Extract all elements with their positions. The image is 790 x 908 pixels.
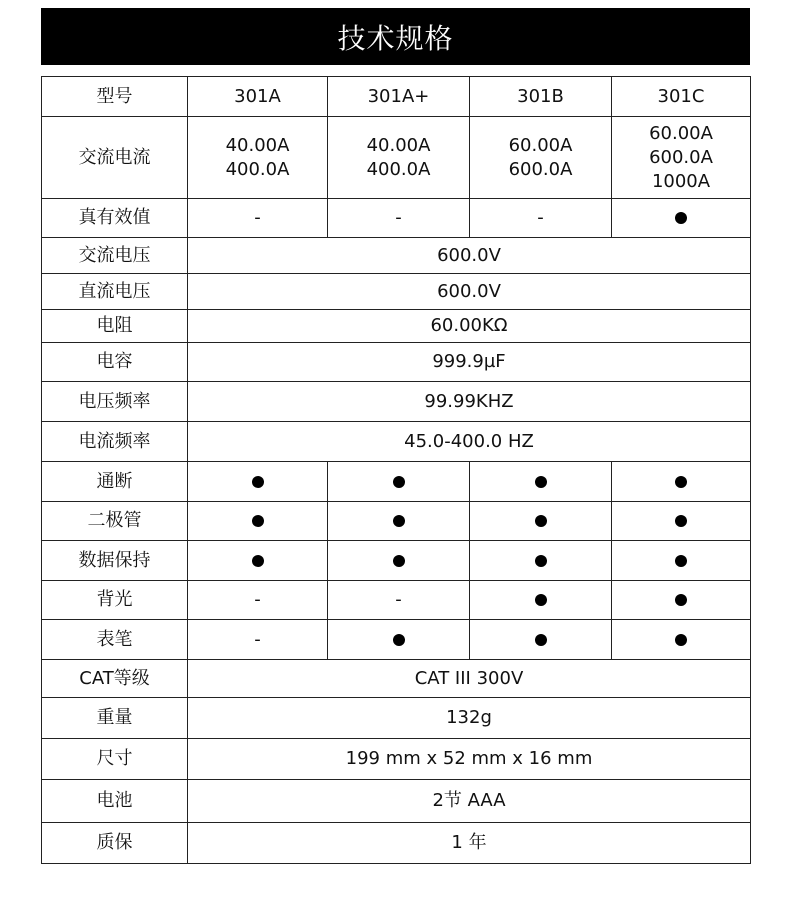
table-row: [42, 382, 751, 422]
row-label: 背光: [42, 581, 188, 620]
feature-cell: [328, 620, 470, 660]
value-cell: 199 mm x 52 mm x 16 mm: [188, 739, 751, 780]
feature-cell: [470, 581, 612, 620]
row-label: 电流频率: [42, 422, 188, 462]
row-label: 交流电流: [42, 117, 188, 199]
feature-cell: [328, 541, 470, 581]
model-header: 301A: [188, 77, 328, 117]
supported-dot-icon: [252, 515, 264, 527]
value-cell: [470, 117, 612, 199]
supported-dot-icon: [675, 212, 687, 224]
row-label: 电容: [42, 343, 188, 382]
value-cell: CAT III 300V: [188, 660, 751, 698]
table-row: [42, 620, 751, 660]
row-label: 电压频率: [42, 382, 188, 422]
page-title: 技术规格: [337, 21, 454, 55]
not-supported-dash: -: [254, 207, 261, 228]
feature-cell: [612, 620, 751, 660]
supported-dot-icon: [675, 476, 687, 488]
model-header: 301B: [470, 77, 612, 117]
supported-dot-icon: [675, 634, 687, 646]
value-line: 60.00A: [649, 122, 713, 144]
supported-dot-icon: [675, 515, 687, 527]
table-row: [42, 199, 751, 238]
model-header: 301A+: [328, 77, 470, 117]
row-label: 尺寸: [42, 739, 188, 780]
value-cell: 2节 AAA: [188, 780, 751, 823]
feature-cell: [470, 502, 612, 541]
supported-dot-icon: [675, 594, 687, 606]
supported-dot-icon: [252, 476, 264, 488]
table-row: [42, 422, 751, 462]
supported-dot-icon: [393, 476, 405, 488]
row-label: 真有效值: [42, 199, 188, 238]
table-row: [42, 117, 751, 199]
feature-cell: [188, 581, 328, 620]
supported-dot-icon: [535, 634, 547, 646]
table-row: [42, 581, 751, 620]
value-cell: 1 年: [188, 823, 751, 864]
feature-cell: [612, 502, 751, 541]
not-supported-dash: -: [254, 628, 261, 650]
model-header: 301C: [612, 77, 751, 117]
value-line: 400.0A: [225, 158, 290, 180]
value-cell: 600.0V: [188, 274, 751, 310]
row-label: 电阻: [42, 310, 188, 343]
table-row: [42, 310, 751, 343]
row-label: 重量: [42, 698, 188, 739]
not-supported-dash: -: [395, 589, 402, 610]
supported-dot-icon: [535, 594, 547, 606]
value-line: 60.00A: [508, 134, 573, 156]
feature-cell: [328, 199, 470, 238]
value-cell: [188, 117, 328, 199]
value-cell: 132g: [188, 698, 751, 739]
not-supported-dash: -: [254, 589, 261, 610]
value-line: 600.0A: [508, 158, 573, 180]
value-cell: [612, 117, 751, 199]
supported-dot-icon: [393, 555, 405, 567]
table-row: [42, 660, 751, 698]
value-line: 40.00A: [225, 134, 290, 156]
supported-dot-icon: [252, 555, 264, 567]
table-row: [42, 823, 751, 864]
supported-dot-icon: [393, 634, 405, 646]
row-label: 质保: [42, 823, 188, 864]
table-row: [42, 343, 751, 382]
feature-cell: [328, 581, 470, 620]
table-row: [42, 462, 751, 502]
feature-cell: [612, 462, 751, 502]
supported-dot-icon: [535, 555, 547, 567]
value-cell: 600.0V: [188, 238, 751, 274]
supported-dot-icon: [675, 555, 687, 567]
row-label: 数据保持: [42, 541, 188, 581]
value-cell: [328, 117, 470, 199]
table-row: [42, 698, 751, 739]
supported-dot-icon: [535, 476, 547, 488]
spec-title-bar: [41, 8, 750, 65]
feature-cell: [470, 462, 612, 502]
table-row: [42, 238, 751, 274]
table-row: [42, 274, 751, 310]
row-label: 电池: [42, 780, 188, 823]
row-label: 交流电压: [42, 238, 188, 274]
table-row: [42, 77, 751, 117]
feature-cell: [188, 620, 328, 660]
feature-cell: [470, 199, 612, 238]
value-cell: 99.99KHZ: [188, 382, 751, 422]
feature-cell: [612, 581, 751, 620]
row-label: 二极管: [42, 502, 188, 541]
feature-cell: [188, 199, 328, 238]
row-label: 型号: [42, 77, 188, 117]
feature-cell: [470, 620, 612, 660]
feature-cell: [188, 462, 328, 502]
not-supported-dash: -: [537, 207, 544, 228]
row-label: 通断: [42, 462, 188, 502]
supported-dot-icon: [535, 515, 547, 527]
table-row: [42, 739, 751, 780]
value-cell: 60.00KΩ: [188, 310, 751, 343]
value-cell: 45.0-400.0 HZ: [188, 422, 751, 462]
value-line: 600.0A: [649, 146, 713, 168]
not-supported-dash: -: [395, 207, 402, 228]
feature-cell: [188, 541, 328, 581]
supported-dot-icon: [393, 515, 405, 527]
value-cell: 999.9µF: [188, 343, 751, 382]
feature-cell: [188, 502, 328, 541]
spec-table: [41, 76, 751, 864]
feature-cell: [470, 541, 612, 581]
table-row: [42, 780, 751, 823]
value-line: 1000A: [651, 170, 711, 192]
table-row: [42, 541, 751, 581]
feature-cell: [612, 541, 751, 581]
value-line: 400.0A: [366, 158, 431, 180]
feature-cell: [328, 502, 470, 541]
row-label: 表笔: [42, 620, 188, 660]
row-label: 直流电压: [42, 274, 188, 310]
feature-cell: [612, 199, 751, 238]
value-line: 40.00A: [366, 134, 431, 156]
table-row: [42, 502, 751, 541]
row-label: CAT等级: [42, 660, 188, 698]
feature-cell: [328, 462, 470, 502]
